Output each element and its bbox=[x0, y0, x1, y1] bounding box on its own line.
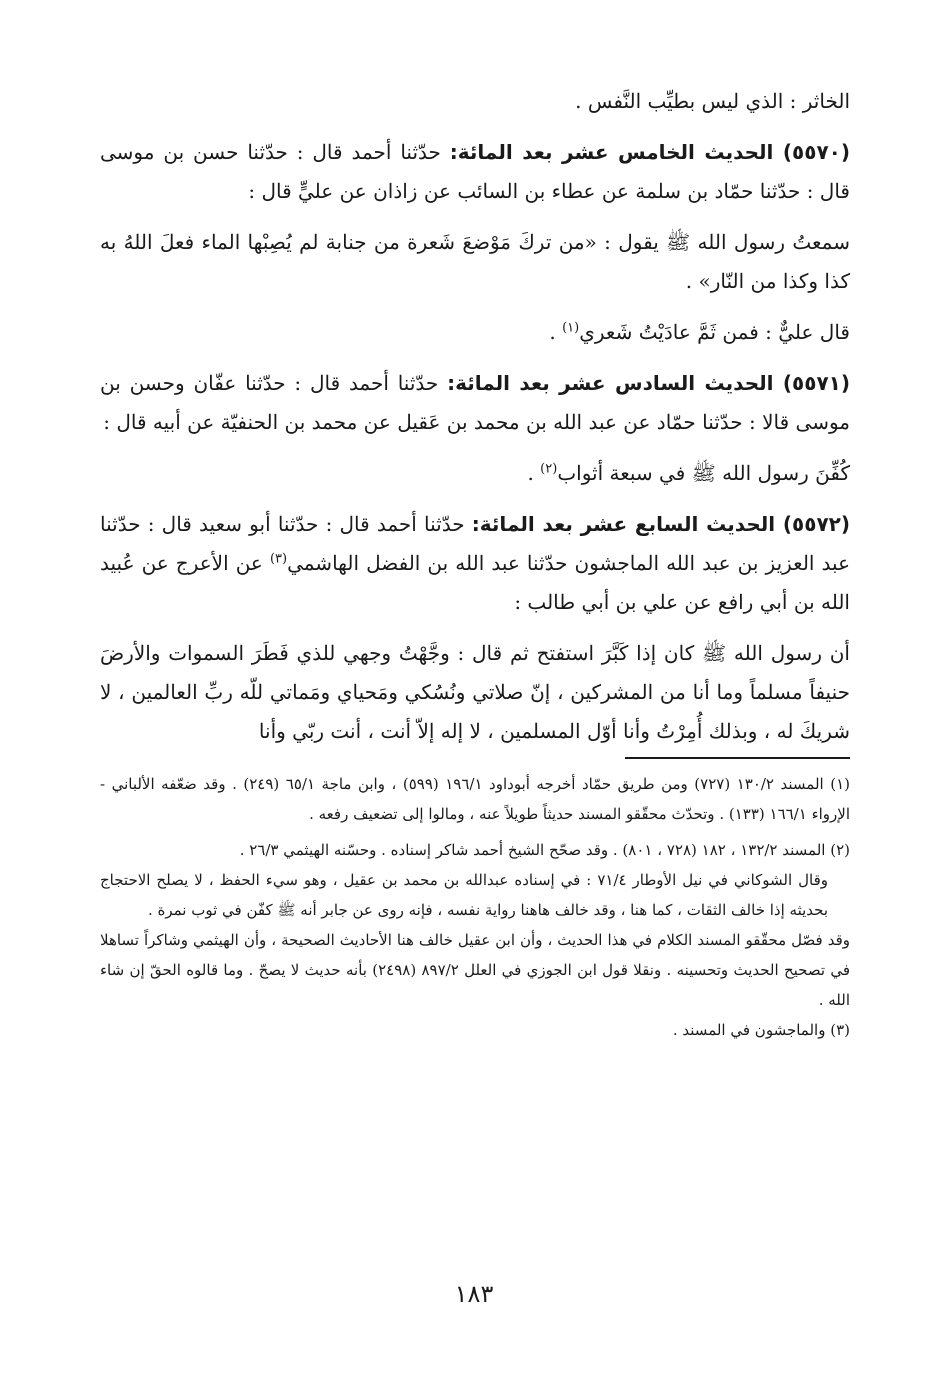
footnote-3: (٣) والماجشون في المسند . bbox=[672, 1021, 850, 1039]
hadith-heading: (٥٥٧٠) الحديث الخامس عشر بعد المائة: bbox=[449, 140, 851, 164]
hadith-isnad: حدّثنا أحمد قال : حدّثنا عفّان وحسن بن موسى قالا : حدّثنا حمّاد عن عبد الله بن محمد بن عَقيل عن محمد بن الحنفيّة عن أبيه قال : bbox=[100, 371, 850, 434]
hadith-5571 bbox=[100, 364, 850, 442]
footnote-ref: (٢) bbox=[540, 461, 558, 477]
footnote-ref: (١) bbox=[562, 320, 580, 336]
footnote-2: (٢) المسند ١٣٢/٢ ، ١٨٢ (٧٢٨ ، ٨٠١) . وقد صحّح الشيخ أحمد شاكر إسناده . وحسّنه الهيثمي ٢٦/٣ . bbox=[239, 841, 850, 859]
hadith-isnad: حدّثنا أحمد قال : حدّثنا حسن بن موسى قال : حدّثنا حمّاد بن سلمة عن عطاء بن السائب عن زاذان عن عليٍّ قال : bbox=[100, 140, 850, 203]
footnotes bbox=[100, 769, 850, 1045]
footnote-divider bbox=[625, 757, 850, 759]
comment-text: قال عليٌّ : فمن ثَمَّ عادَيْتُ شَعري bbox=[579, 320, 850, 344]
footnote-1: (١) المسند ١٣٠/٢ (٧٢٧) ومن طريق حمّاد أخرجه أبوداود ١٩٦/١ (٥٩٩) ، وابن ماجة ٦٥/١ (٢٤٩) . وقد ضعّفه الألباني - الإرواء ١٦٦/١ (١٣٣) . وتحدّث محقّقو المسند حديثاً طويلاً عنه ، ومالوا إلى تضعيف رفعه . bbox=[100, 775, 850, 823]
footnote-2-continued: وقال الشوكاني في نيل الأوطار ٧١/٤ : في إسناده عبدالله بن محمد بن عقيل ، وهو سيء الحفظ ، لا يصلح الاحتجاج بحديثه إذا خالف الثقات ، كما هنا ، وقد خالف هاهنا رواية نفسه ، فإنه روى عن جابر أنه ﷺ كفّن في ثوب نمرة . bbox=[100, 871, 829, 919]
hadith-5570 bbox=[100, 133, 850, 211]
hadith-5572 bbox=[100, 505, 850, 622]
hadith-isnad-cont: عن الأعرج عن عُبيد الله بن أبي رافع عن علي بن أبي طالب : bbox=[100, 551, 850, 614]
hadith-text: أن رسول الله ﷺ كان إذا كَبَّرَ استفتح ثم قال : وجَّهْتُ وجهي للذي فَطَرَ السموات والأرضَ حنيفاً مسلماً وما أنا من المشركين ، إنّ صلاتي ونُسُكي ومَحياي ومَماتي للّه ربِّ العالمين ، لا شريكَ له ، وبذلك أُمِرْتُ وأنا أوّل المسلمين ، لا إله إلاّ أنت ، أنت ربّي وأنا bbox=[100, 641, 850, 743]
hadith-text-end: . bbox=[527, 461, 541, 485]
paragraph-definition: الخاثر : الذي ليس بطيِّب النَّفس . bbox=[575, 89, 850, 113]
footnote-ref: (٣) bbox=[269, 551, 288, 567]
hadith-isnad: حدّثنا أحمد قال : حدّثنا أبو سعيد قال : حدّثنا عبد العزيز بن عبد الله الماجشون حدّثنا عبد الله بن الفضل الهاشمي bbox=[100, 512, 851, 575]
comment-end: . bbox=[549, 320, 563, 344]
hadith-heading: (٥٥٧٢) الحديث السابع عشر بعد المائة: bbox=[471, 512, 851, 536]
hadith-comment bbox=[100, 313, 850, 352]
footnote-2-continued: وقد فصّل محقّقو المسند الكلام في هذا الحديث ، وأن ابن عقيل خالف هنا الأحاديث الصحيحة ، وأن الهيثمي وشاكراً تساهلا في تصحيح الحديث وتحسينه . ونقلا قول ابن الجوزي في العلل ٨٩٧/٢ (٢٤٩٨) بأنه حديث لا يصحّ . وما قالوه الحقّ إن شاء الله . bbox=[100, 931, 851, 1009]
main-text bbox=[100, 82, 850, 751]
hadith-text bbox=[100, 454, 850, 493]
document-page bbox=[100, 82, 850, 1045]
page-number: ١٨٣ bbox=[454, 1280, 494, 1308]
hadith-text: سمعتُ رسول الله ﷺ يقول : «من تركَ مَوْضعَ شَعرة من جنابة لم يُصِبْها الماء فعلَ اللهُ به كذا وكذا من النّار» . bbox=[100, 230, 850, 293]
hadith-heading: (٥٥٧١) الحديث السادس عشر بعد المائة: bbox=[447, 371, 850, 395]
hadith-text-body: كُفِّنَ رسول الله ﷺ في سبعة أثواب bbox=[557, 461, 850, 485]
